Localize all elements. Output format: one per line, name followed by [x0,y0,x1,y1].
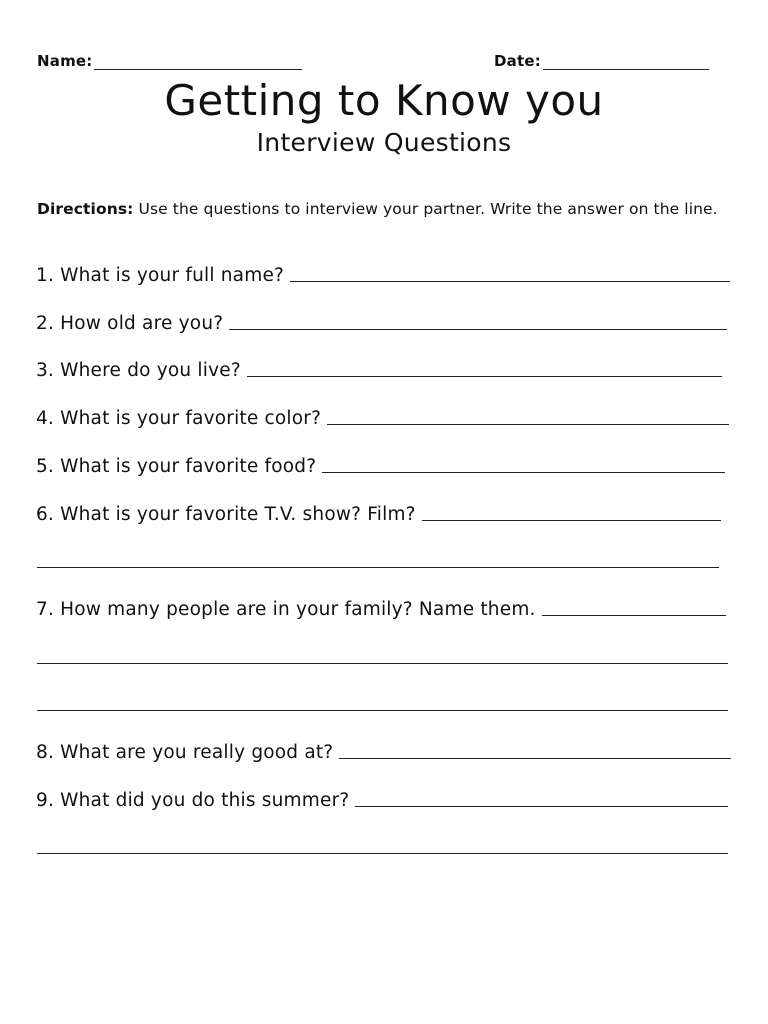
question-text: 1. What is your full name? [36,265,285,286]
question-2 [36,308,727,334]
question-5 [36,451,725,477]
date-label: Date: [494,52,541,70]
page-subtitle: Interview Questions [256,128,512,157]
date-line [543,55,709,70]
answer-line [542,597,726,616]
answer-line [422,502,721,521]
answer-line [229,311,727,330]
extra-answer-line [37,663,728,664]
answer-line [327,406,729,425]
extra-answer-line [37,567,719,568]
question-7 [36,594,726,620]
question-text: 4. What is your favorite color? [36,408,322,429]
directions [37,199,731,220]
question-8 [36,737,731,763]
directions-text: Use the questions to interview your partner. Write the answer on the line. [133,200,718,218]
directions-label: Directions: [37,200,134,218]
question-text: 9. What did you do this summer? [36,790,350,811]
question-text: 7. How many people are in your family? Name them. [36,599,536,620]
answer-line [247,358,722,377]
name-field [37,52,302,70]
extra-answer-line [37,710,728,711]
name-line [94,55,302,70]
question-3 [36,355,722,381]
question-4 [36,403,729,429]
question-text: 5. What is your favorite food? [36,456,317,477]
answer-line [322,454,725,473]
question-6 [36,499,721,525]
question-text: 3. Where do you live? [36,360,241,381]
question-text: 2. How old are you? [36,313,224,334]
page-title: Getting to Know you [164,76,604,125]
question-1 [36,260,730,286]
question-9 [36,785,728,811]
date-field [494,52,709,70]
answer-line [290,263,730,282]
header-row [37,52,728,74]
answer-line [355,788,728,807]
name-label: Name: [37,52,93,70]
question-text: 8. What are you really good at? [36,742,334,763]
answer-line [339,740,731,759]
question-text: 6. What is your favorite T.V. show? Film? [36,504,416,525]
extra-answer-line [37,853,728,854]
